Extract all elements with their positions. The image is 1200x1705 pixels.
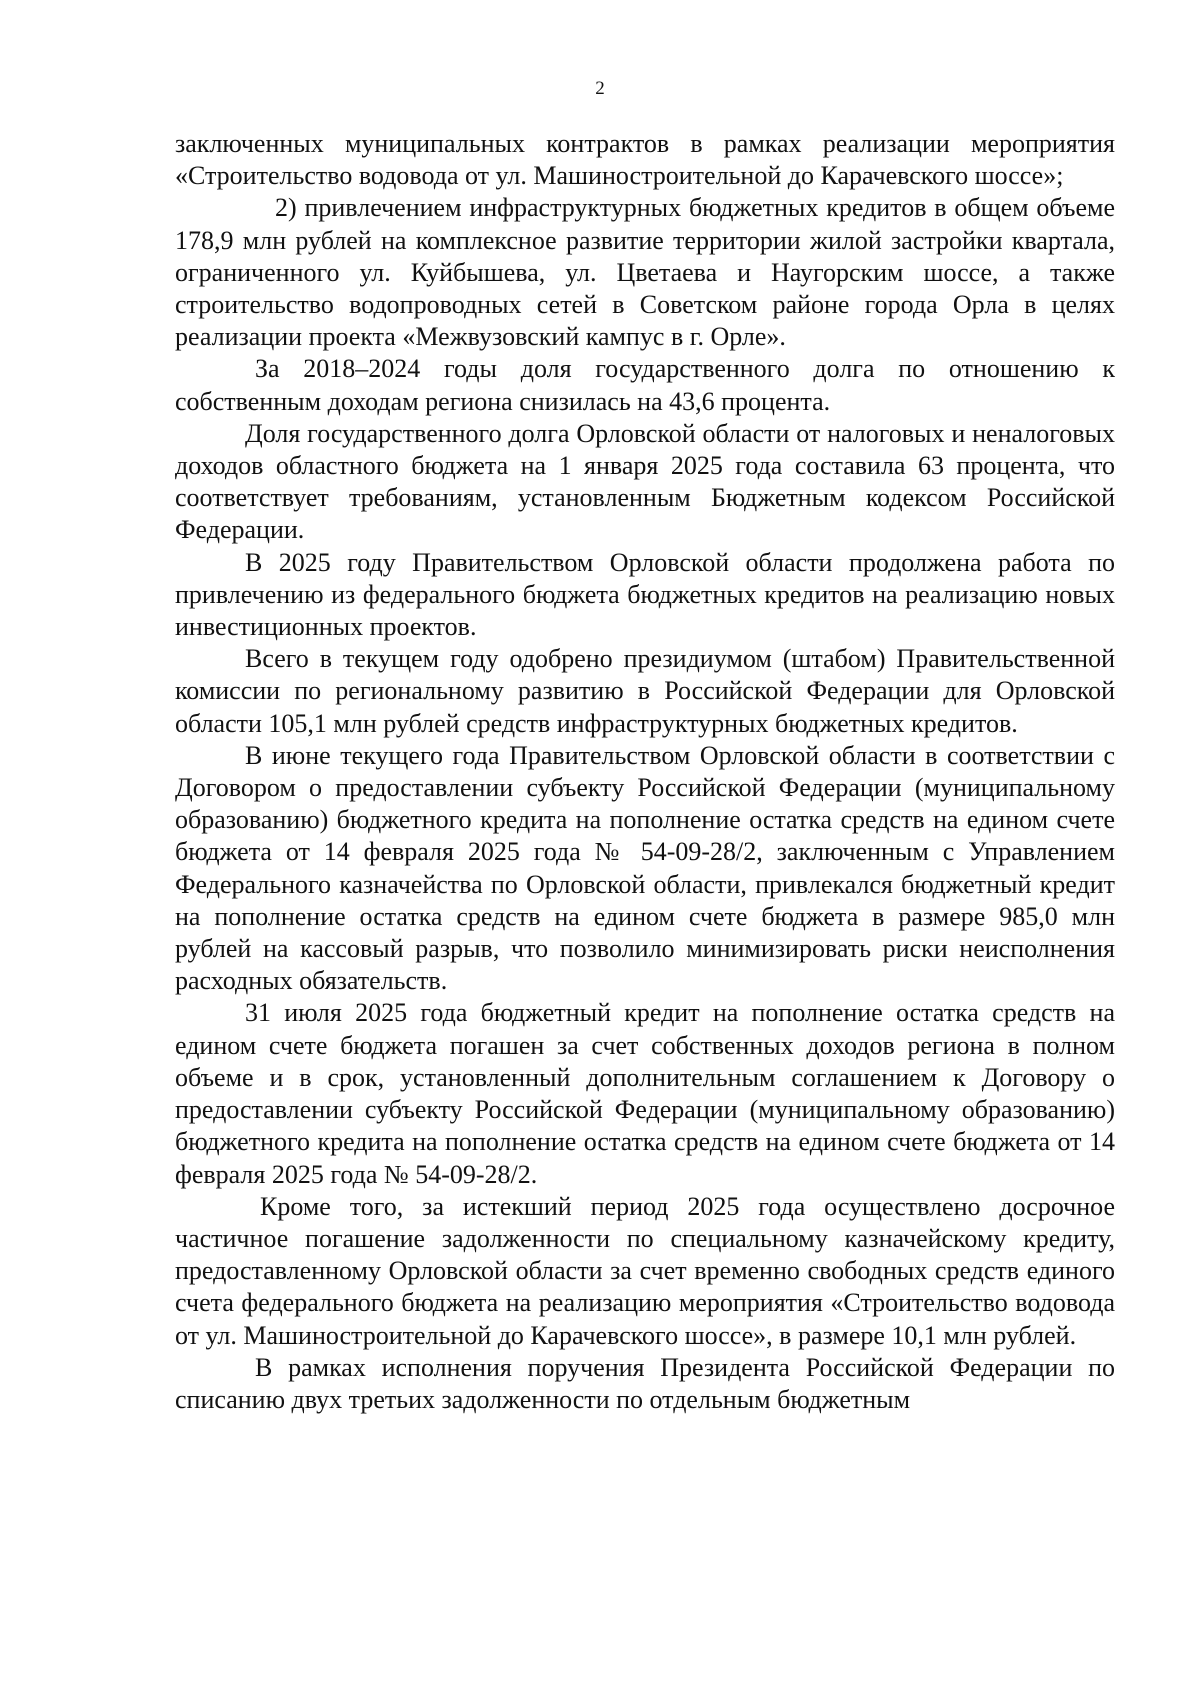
document-body [175, 128, 1115, 1416]
paragraph: 31 июля 2025 года бюджетный кредит на пополнение остатка средств на едином счете бюджета погашен за счет собственных доходов региона в полном объеме и в срок, установленный дополнительным соглашением к Договору о предоставлении субъекту Российской Федерации (муниципальному образованию) бюджетного кредита на пополнение остатка средств на едином счете бюджета от 14 февраля 2025 года № 54-09-28/2. [175, 998, 1115, 1189]
paragraph: заключенных муниципальных контрактов в рамках реализации мероприятия «Строительство водовода от ул. Машиностроительной до Карачевского шоссе»; [175, 129, 1115, 191]
paragraph: За 2018–2024 годы доля государственного долга по отношению к собственным доходам региона снизилась на 43,6 процента. [175, 354, 1115, 416]
paragraph: В рамках исполнения поручения Президента Российской Федерации по списанию двух третьих задолженности по отдельным бюджетным [175, 1352, 1115, 1414]
page-number: 2 [595, 78, 605, 99]
paragraph: Доля государственного долга Орловской области от налоговых и неналоговых доходов областного бюджета на 1 января 2025 года составила 63 процента, что соответствует требованиям, установленным Бюджетным кодексом Российской Федерации. [175, 418, 1115, 545]
paragraph: Всего в текущем году одобрено президиумом (штабом) Правительственной комиссии по региональному развитию в Российской Федерации для Орловской области 105,1 млн рублей средств инфраструктурных бюджетных кредитов. [175, 644, 1115, 738]
paragraph: В июне текущего года Правительством Орловской области в соответствии с Договором о предоставлении субъекту Российской Федерации (муниципальному образованию) бюджетного кредита на пополнение остатка средств на едином счете бюджета от 14 февраля 2025 года № 54-09-28/2, заключенным с Управлением Федерального казначейства по Орловской области, привлекался бюджетный кредит на пополнение остатка средств на едином счете бюджета в размере 985,0 млн рублей на кассовый разрыв, что позволило минимизировать риски неисполнения расходных обязательств. [175, 740, 1115, 996]
paragraph: В 2025 году Правительством Орловской области продолжена работа по привлечению из федерального бюджета бюджетных кредитов на реализацию новых инвестиционных проектов. [175, 547, 1115, 642]
paragraph: 2) привлечением инфраструктурных бюджетных кредитов в общем объеме 178,9 млн рублей на комплексное развитие территории жилой застройки квартала, ограниченного ул. Куйбышева, ул. Цветаева и Наугорским шоссе, а также строительство водопроводных сетей в Советском районе города Орла в целях реализации проекта «Межвузовский кампус в г. Орле». [175, 193, 1115, 352]
paragraph: Кроме того, за истекший период 2025 года осуществлено досрочное частичное погашение задолженности по специальному казначейскому кредиту, предоставленному Орловской области за счет временно свободных средств единого счета федерального бюджета на реализацию мероприятия «Строительство водовода от ул. Машиностроительной до Карачевского шоссе», в размере 10,1 млн рублей. [175, 1191, 1115, 1350]
